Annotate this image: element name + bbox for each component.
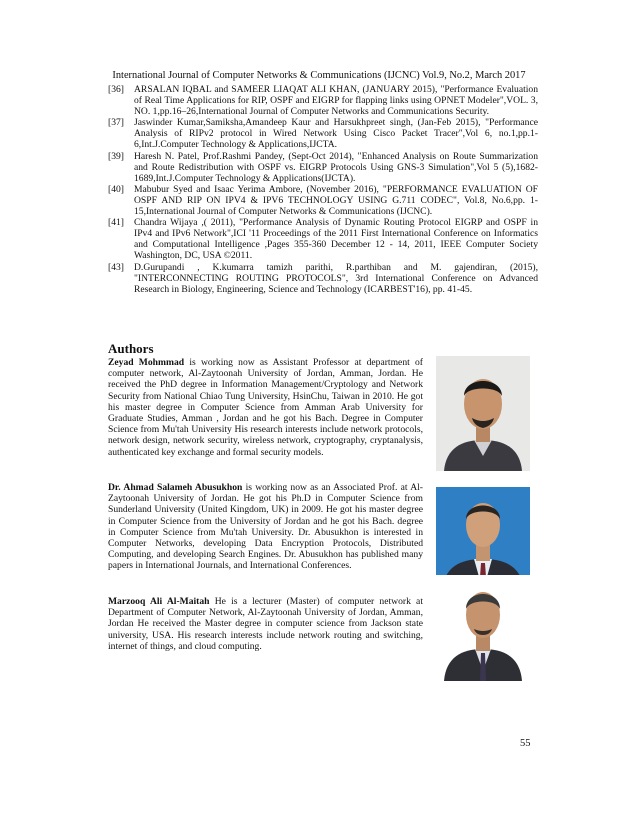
reference-list [108,84,538,295]
reference-number: [39] [108,150,124,162]
reference-number: [36] [108,84,124,95]
reference-text: Haresh N. Patel, Prof.Rashmi Pandey, (Sept-Oct 2014), "Enhanced Analysis on Route Summarization and Route Redistribution with OSPF vs. EIGRP Protocols Using GNS-3 Simulation",Vol 5 (5),1682-1689,Int.J.Computer Technology & Applications(IJCTA). [134,150,538,184]
page-number: 55 [520,738,531,749]
authors-heading: Authors [108,341,154,356]
reference-text: Jaswinder Kumar,Samiksha,Amandeep Kaur and Harsukhpreet singh, (Jan-Feb 2015), "Performance Analysis of RIPv2 protocol in Wired Network Using Cisco Packet Tracer",Vol 6, no.1,pp.1-6,Int.J.Computer Technology & Applications,IJCTA. [134,117,538,151]
author-photo-zeyad [436,356,530,471]
author-bio-text: is working now as Assistant Professor at department of computer network, Al-Zaytoonah University of Jordan, Amman, Jordan. He received the PhD degree in Information Management/Cryptology and Network Security from National Chiao Tung University, HsinChu, Taiwan in 2010. He got his master degree in Computer Science from Amman Arab University for Graduate Studies, Amman , Jordan and he got his Bach. Degree in Computer Science from Mu'tah University His research interests include network protocols, network design, network security, wireless network, cryptography, cryptanalysis, authenticated key exchange and formal security models. [108,357,423,458]
author-bio-text: He is a lecturer (Master) of computer network at Department of Computer Network, Al-Zaytoonah University of Jordan, Amman, Jordan He received the Master degree in computer science from Jackson state university, USA. His research interests include network routing and switching, internet of things, and cloud computing. [108,596,423,652]
reference-item [108,117,538,150]
reference-text: ARSALAN IQBAL and SAMEER LIAQAT ALI KHAN, (JANUARY 2015), "Performance Evaluation of Real Time Applications for RIP, OSPF and EIGRP for flapping links using OPNET Modeler",VOL. 3, NO. 1,pp.16–26,International Journal of Computer Networks and Communications Security. [134,84,538,118]
reference-item [108,84,538,117]
reference-number: [40] [108,183,124,195]
journal-header: International Journal of Computer Networks & Communications (IJCNC) Vol.9, No.2, March 2017 [112,70,526,81]
reference-text: Chandra Wijaya ,( 2011), "Performance Analysis of Dynamic Routing Protocol EIGRP and OSPF in IPv4 and IPv6 Network",ICI '11 Proceedings of the 2011 First International Conference on Informatics and Computational Intelligence ,Pages 355-360 December 12 - 14, 2011, IEEE Computer Society Washington, DC, USA ©2011. [134,217,538,262]
author-name: Zeyad Mohmmad [108,357,185,368]
reference-item [108,262,538,295]
reference-text: Mabubur Syed and Isaac Yerima Ambore, (November 2016), "PERFORMANCE EVALUATION OF OSPF AND RIP ON IPV4 & IPV6 TECHNOLOGY USING G.711 CODEC", Vol.8, No.6,pp. 1-15,International Journal of Computer Networks & Communications (IJCNC). [134,183,538,218]
author-bio-text: is working now as an Associated Prof. at Al-Zaytoonah University of Jordan. He got his Ph.D in Computer Science from Sunderland University (United Kingdom, UK) in 2009. He got his master degree in Computer Science from the University of Jordan and he got his Bach. degree in Computer Science from Mu'tah University. Dr. Abusukhon is interested in Computer Networks, developing Data Encryption Protocols, Distributed Computing, and developing Search Engines. Dr. Abusukhon has published many papers in International Journals, and International Conferences. [108,482,423,572]
author-bio-abusukhon [108,482,423,572]
reference-item [108,184,538,217]
reference-number: [37] [108,117,124,129]
author-name: Marzooq Ali Al-Maitah [108,596,210,607]
reference-number: [41] [108,217,124,229]
reference-text: D.Gurupandi , K.kumarra tamizh parithi, R.parthiban and M. gajendiran, (2015), "INTERCONNECTING ROUTING PROTOCOLS", 3rd International Conference on Advanced Research in Biology, Engineering, Science and Technology (ICARBEST'16), pp. 41-45. [134,261,538,295]
author-bio-zeyad [108,357,423,458]
author-bio-almaitah [108,596,423,652]
reference-item [108,151,538,184]
author-name: Dr. Ahmad Salameh Abusukhon [108,482,243,493]
author-photo-almaitah [436,575,530,681]
reference-number: [43] [108,261,124,273]
reference-item [108,217,538,261]
